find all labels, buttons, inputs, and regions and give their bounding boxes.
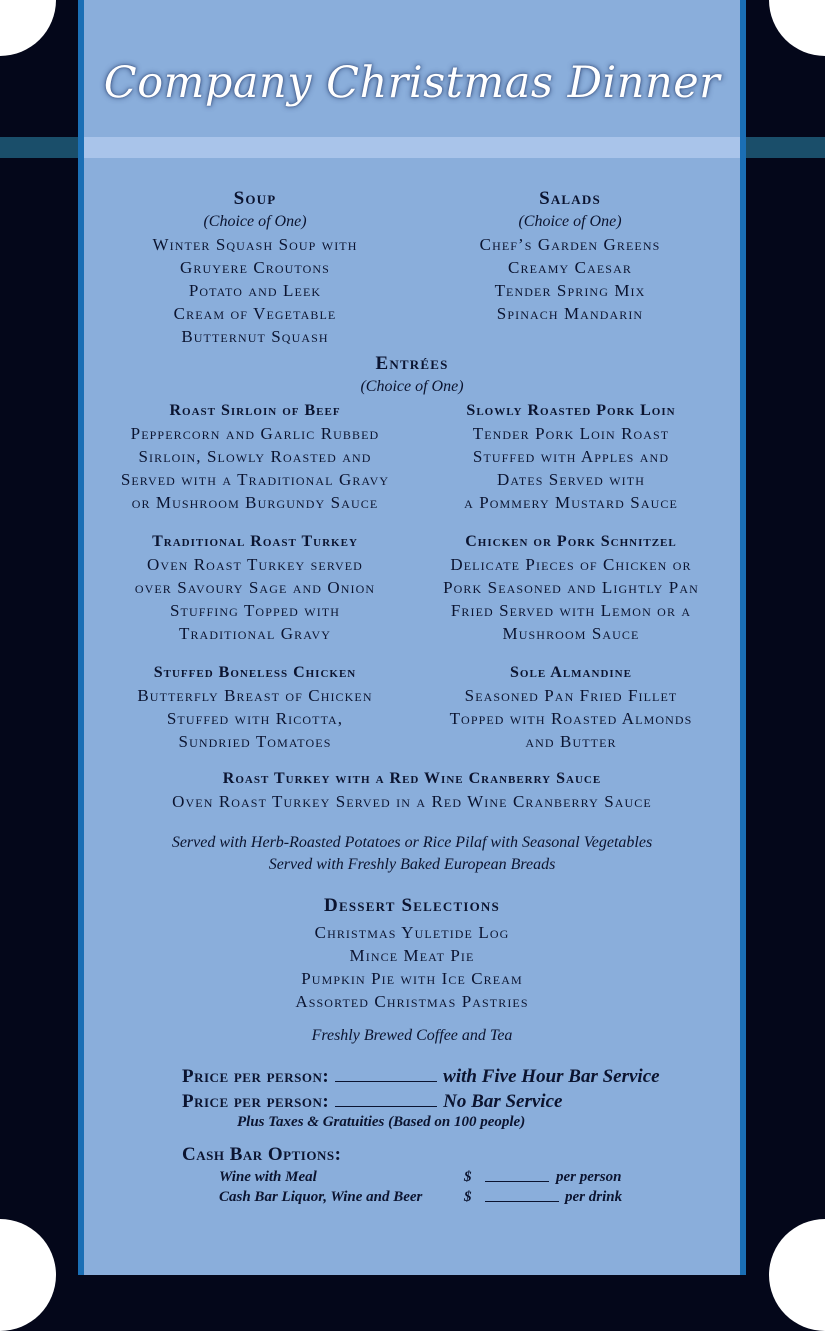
cash-bar-blank [485,1189,559,1202]
price-blank [335,1065,437,1082]
dish-description: Mushroom Sauce [502,624,640,643]
dish-description: Traditional Gravy [178,624,332,643]
cash-bar-unit: per person [556,1169,622,1185]
cash-bar-unit: per drink [565,1189,623,1205]
soup-choice: (Choice of One) [203,213,307,230]
soup-item: Gruyere Croutons [180,258,330,277]
price-option: No Bar Service [443,1091,563,1112]
dessert-item: Mince Meat Pie [349,946,475,965]
salads-heading: Salads [539,188,601,209]
dish-description: Stuffed with Ricotta, [166,709,344,728]
dish-description: over Savoury Sage and Onion [134,578,376,597]
sides-line: Served with Herb-Roasted Potatoes or Rice Pilaf with Seasonal Vegetables [171,834,653,851]
dish-description: Fried Served with Lemon or a [450,601,692,620]
dish-description: Dates Served with [497,470,645,489]
beverage-line: Freshly Brewed Coffee and Tea [311,1027,513,1044]
dish-name: Roast Turkey with a Red Wine Cranberry Sauce [222,770,602,787]
dish-name: Sole Almandine [510,664,632,681]
entree-dish [84,768,740,813]
salad-item: Spinach Mandarin [496,304,644,323]
salad-item: Chef’s Garden Greens [479,235,661,254]
dish-description: Stuffed with Apples and [472,447,670,466]
cash-bar-label: Wine with Meal [219,1169,317,1185]
corner-cutout-bottom-right [769,1219,825,1331]
cash-bar-heading: Cash Bar Options: [182,1144,342,1165]
entree-dish [92,400,418,514]
cash-bar-label: Cash Bar Liquor, Wine and Beer [219,1189,423,1205]
dish-description: Peppercorn and Garlic Rubbed [130,424,380,443]
soup-section [95,187,415,348]
dish-description: Oven Roast Turkey served [147,555,363,574]
dish-name: Traditional Roast Turkey [152,533,358,550]
cash-bar-currency: $ [464,1189,472,1205]
price-option: with Five Hour Bar Service [443,1066,660,1087]
corner-cutout-top-right [769,0,825,56]
salads-section [410,187,730,325]
dish-description: Sirloin, Slowly Roasted and [138,447,372,466]
entrees-header [84,352,740,398]
entree-dish [408,400,734,514]
dish-description: Served with a Traditional Gravy [120,470,390,489]
dish-description: Seasoned Pan Fried Fillet [464,686,678,705]
dish-name: Roast Sirloin of Beef [169,402,341,419]
dish-description: Sundried Tomatoes [178,732,332,751]
dessert-item: Pumpkin Pie with Ice Cream [301,969,523,988]
price-note: Plus Taxes & Gratuities (Based on 100 people) [237,1114,526,1130]
entree-dish [92,662,418,753]
soup-item: Winter Squash Soup with [152,235,358,254]
page-title: Company Christmas Dinner [103,58,721,108]
corner-cutout-top-left [0,0,56,56]
entree-dish [92,531,418,645]
price-blank [335,1090,437,1107]
soup-item: Potato and Leek [188,281,322,300]
cash-bar-blank [485,1169,549,1182]
dish-description: and Butter [525,732,617,751]
dish-description: Topped with Roasted Almonds [449,709,693,728]
price-row-no-bar [182,1090,562,1114]
cash-bar-row [219,1189,639,1209]
entree-sides [84,832,740,876]
dish-description: Oven Roast Turkey Served in a Red Wine Cranberry Sauce [172,792,652,811]
entree-dish [408,662,734,753]
dish-name: Stuffed Boneless Chicken [153,664,357,681]
price-label: Price per person: [182,1091,330,1112]
corner-cutout-bottom-left [0,1219,56,1331]
salad-item: Creamy Caesar [508,258,632,277]
dish-description: Pork Seasoned and Lightly Pan [443,578,699,597]
entrees-choice: (Choice of One) [360,378,464,395]
panel-band [84,137,740,158]
dish-name: Slowly Roasted Pork Loin [466,402,676,419]
entree-dish [408,531,734,645]
soup-item: Butternut Squash [181,327,329,346]
dish-description: Stuffing Topped with [169,601,341,620]
salads-choice: (Choice of One) [518,213,622,230]
dessert-item: Assorted Christmas Pastries [295,992,529,1011]
price-row-bar-service [182,1065,660,1089]
dish-description: Tender Pork Loin Roast [472,424,670,443]
cash-bar-row [219,1169,639,1189]
dish-name: Chicken or Pork Schnitzel [465,533,677,550]
salad-item: Tender Spring Mix [494,281,646,300]
price-label: Price per person: [182,1066,330,1087]
dish-description: a Pommery Mustard Sauce [464,493,678,512]
soup-item: Cream of Vegetable [173,304,337,323]
cash-bar-currency: $ [464,1169,472,1185]
soup-heading: Soup [233,188,277,209]
dessert-item: Christmas Yuletide Log [314,923,510,942]
entrees-heading: Entrées [375,353,449,374]
dish-description: Butterfly Breast of Chicken [137,686,373,705]
dish-description: or Mushroom Burgundy Sauce [131,493,379,512]
dish-description: Delicate Pieces of Chicken or [450,555,692,574]
sides-line: Served with Freshly Baked European Breads [268,856,556,873]
dessert-heading: Dessert Selections [324,895,500,916]
dessert-section [84,894,740,1047]
